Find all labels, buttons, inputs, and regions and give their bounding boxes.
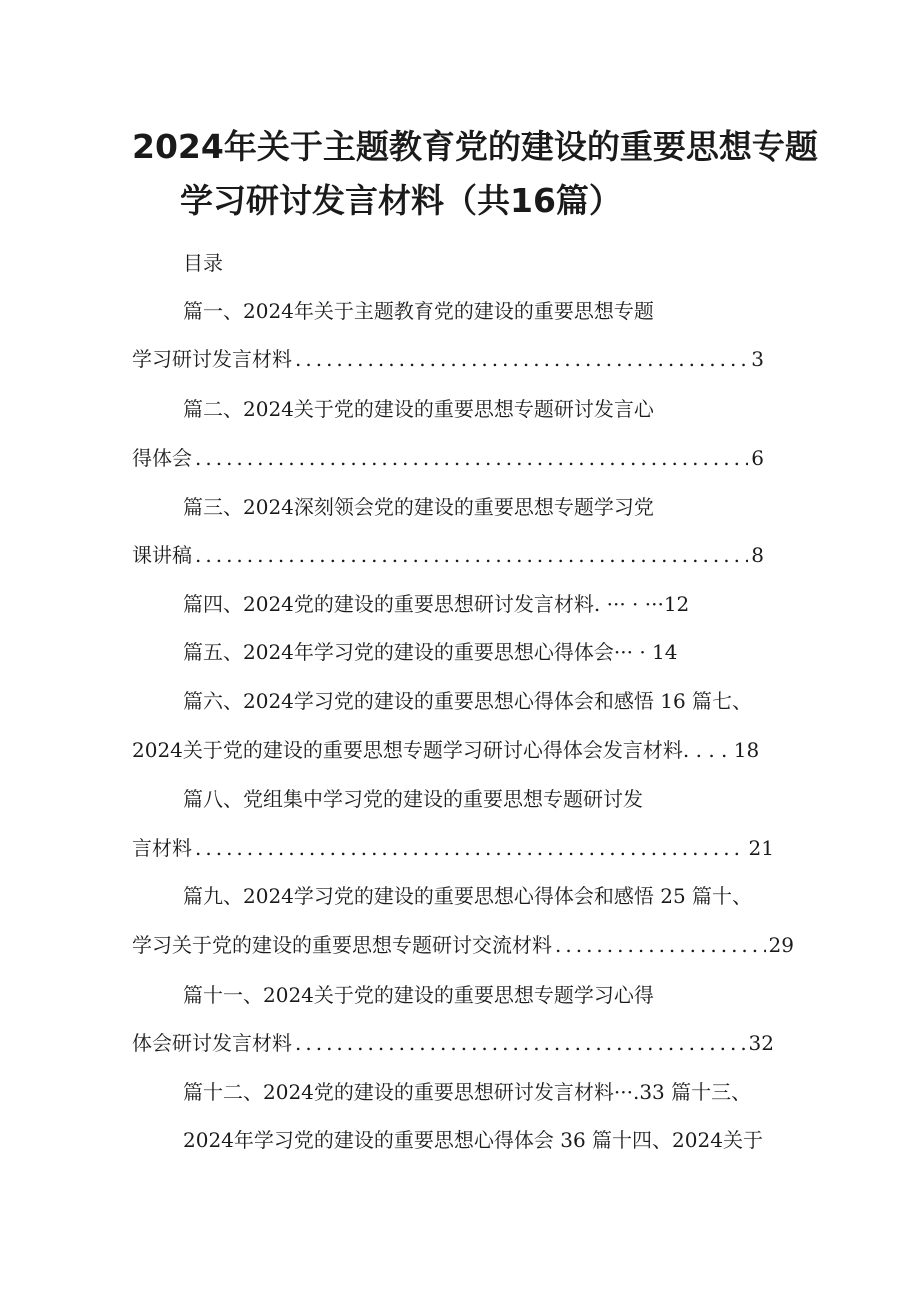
toc-entry-5[interactable]: 篇五、2024年学习党的建设的重要思想心得体会··· · 14 [183, 640, 678, 664]
toc-entry-11-line-1: 篇十一、2024关于党的建设的重要思想专题学习心得 [183, 983, 654, 1007]
toc-entry-10[interactable] [132, 930, 794, 960]
dot-leader [195, 540, 748, 570]
toc-entry-9[interactable]: 篇九、2024学习党的建设的重要思想心得体会和感悟 25 篇十、 [183, 884, 753, 908]
toc-entry-2-line-1: 篇二、2024关于党的建设的重要思想专题研讨发言心 [183, 397, 654, 421]
dot-leader [295, 344, 748, 374]
toc-entry-4[interactable]: 篇四、2024党的建设的重要思想研讨发言材料. ··· · ···12 [183, 592, 690, 616]
dot-leader [195, 443, 748, 473]
toc-entry-11-page: 32 [748, 1031, 774, 1055]
title-line-1: 2024年关于主题教育党的建设的重要思想专题 [132, 127, 818, 166]
dot-leader [295, 1028, 746, 1058]
toc-entry-13[interactable]: 2024年学习党的建设的重要思想心得体会 36 篇十四、2024关于 [183, 1128, 763, 1152]
toc-entry-12[interactable]: 篇十二、2024党的建设的重要思想研讨发言材料···.33 篇十三、 [183, 1080, 752, 1104]
title-line-2: 学习研讨发言材料（共16篇） [180, 181, 622, 220]
toc-entry-2-title-end: 得体会 [132, 446, 192, 470]
toc-entry-2-page: 6 [751, 446, 764, 470]
toc-entry-8-title-end: 言材料 [132, 836, 192, 860]
toc-entry-3-line-2[interactable] [132, 540, 764, 570]
toc-entry-8-line-1: 篇八、党组集中学习党的建设的重要思想专题研讨发 [183, 787, 643, 811]
toc-entry-3-page: 8 [751, 543, 764, 567]
toc-entry-3-line-1: 篇三、2024深刻领会党的建设的重要思想专题学习党 [183, 495, 654, 519]
document-title [132, 124, 818, 224]
dot-leader [195, 833, 746, 863]
toc-entry-7[interactable]: 2024关于党的建设的重要思想专题学习研讨心得体会发言材料. . . . 18 [132, 738, 760, 762]
toc-entry-8-line-2[interactable] [132, 833, 774, 863]
toc-entry-6[interactable]: 篇六、2024学习党的建设的重要思想心得体会和感悟 16 篇七、 [183, 689, 753, 713]
toc-entry-1-title-end: 学习研讨发言材料 [132, 347, 292, 371]
toc-entry-2-line-2[interactable] [132, 443, 764, 473]
toc-entry-1-line-1: 篇一、2024年关于主题教育党的建设的重要思想专题 [183, 299, 654, 323]
toc-entry-8-page: 21 [748, 836, 774, 860]
toc-entry-3-title-end: 课讲稿 [132, 543, 192, 567]
toc-entry-10-page: 29 [768, 933, 794, 957]
toc-heading: 目录 [183, 251, 223, 275]
toc-entry-11-line-2[interactable] [132, 1028, 774, 1058]
toc-entry-1-page: 3 [751, 347, 764, 371]
toc-entry-10-title: 学习关于党的建设的重要思想专题研讨交流材料 [132, 933, 552, 957]
dot-leader [555, 930, 766, 960]
toc-entry-1-line-2[interactable] [132, 344, 764, 374]
toc-entry-11-title-end: 体会研讨发言材料 [132, 1031, 292, 1055]
